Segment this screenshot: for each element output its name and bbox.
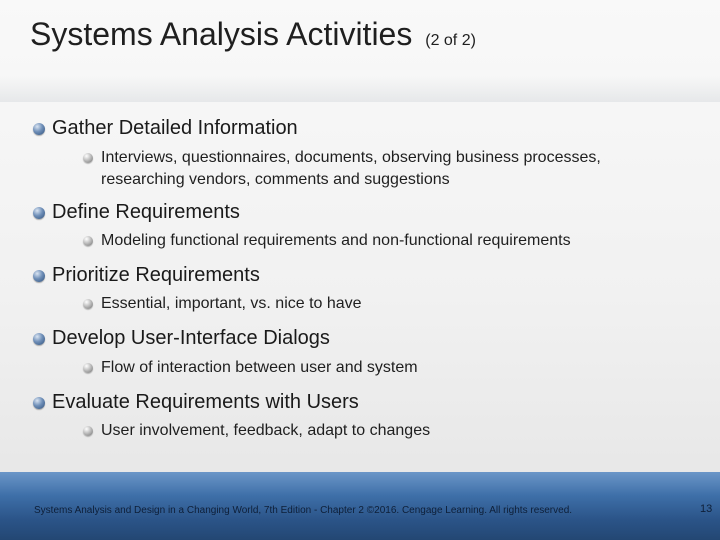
sub-bullet-icon [83, 236, 93, 246]
title-divider [0, 76, 720, 102]
sub-bullet-item: Modeling functional requirements and non-functional requirements [101, 232, 571, 249]
bullet-item: Prioritize Requirements [52, 264, 260, 286]
sub-bullet-icon [83, 299, 93, 309]
sub-bullet-icon [83, 426, 93, 436]
slide-title-suffix: (2 of 2) [425, 32, 476, 49]
page-number: 13 [700, 503, 713, 515]
slide-title-text: Systems Analysis Activities [30, 16, 413, 52]
bullet-icon [33, 123, 45, 135]
sub-bullet-item: Interviews, questionnaires, documents, observing business processes, researching vendors, comments and suggestions [101, 149, 601, 188]
bullet-item: Define Requirements [52, 201, 240, 223]
sub-bullet-icon [83, 363, 93, 373]
bullet-item: Develop User-Interface Dialogs [52, 327, 330, 349]
footer-copyright: Systems Analysis and Design in a Changing World, 7th Edition - Chapter 2 ©2016. Cengage Learning. All rights reserved. [34, 505, 573, 516]
bullet-item: Evaluate Requirements with Users [52, 391, 359, 413]
bullet-icon [33, 397, 45, 409]
bullet-item: Gather Detailed Information [52, 117, 298, 139]
sub-bullet-icon [83, 153, 93, 163]
bullet-icon [33, 207, 45, 219]
slide-title [30, 16, 476, 53]
sub-bullet-item: Essential, important, vs. nice to have [101, 295, 362, 312]
bullet-icon [33, 270, 45, 282]
sub-bullet-item: Flow of interaction between user and system [101, 359, 418, 376]
sub-bullet-item: User involvement, feedback, adapt to changes [101, 422, 431, 439]
bullet-icon [33, 333, 45, 345]
